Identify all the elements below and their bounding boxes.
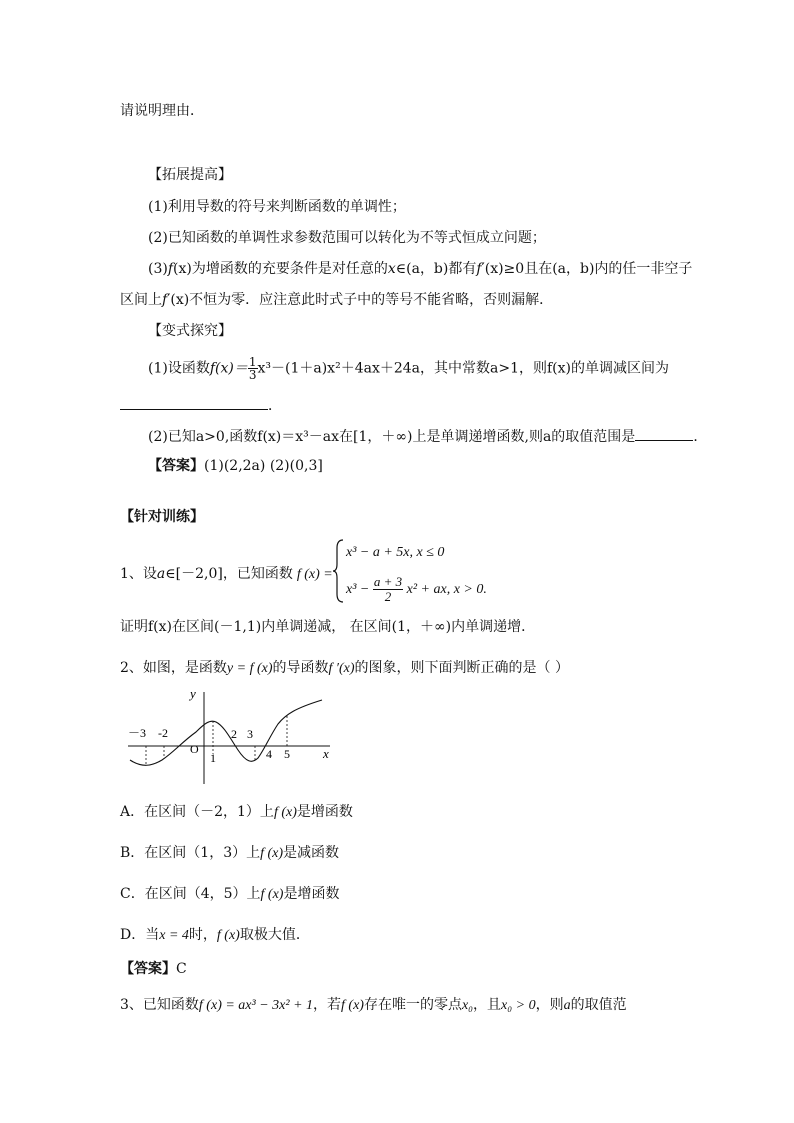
q3-f: f (x) <box>341 998 364 1013</box>
tick-label: 1 <box>210 751 216 765</box>
q2-mid: 的导函数 <box>272 660 329 676</box>
variant-1-dot: ． <box>268 398 282 414</box>
option-d[interactable] <box>120 925 310 946</box>
variant-item-1 <box>148 356 669 381</box>
q2-end: 的图象，则下面判断正确的是（ ） <box>354 660 569 676</box>
q1-range: ∈[－2,0]，已知函数 <box>165 566 293 582</box>
extend-3-mid3: ′(x)≥0且在(a，b)内的任一非空子 <box>481 261 693 277</box>
variant-heading: 【变式探究】 <box>148 323 232 339</box>
option-c[interactable] <box>120 884 339 905</box>
q1-case2-post: x² + ax, x > 0. <box>406 582 487 597</box>
extend-item-3-line2 <box>120 290 553 310</box>
q1-line2: 证明f(x)在区间(－1,1)内单调递减， 在区间(1，＋∞)内单调递增． <box>120 619 536 635</box>
option-a-end: 是增函数 <box>296 804 353 820</box>
q3-a: a <box>563 998 571 1013</box>
option-b-pre: B．在区间（1，3）上 <box>120 845 261 861</box>
fraction-denominator: 3 <box>248 368 257 382</box>
q3-mid: ，若 <box>313 997 342 1013</box>
origin-label: O <box>190 742 199 756</box>
q3-cond: x₀ > 0 <box>501 998 536 1013</box>
q3-x0: x₀ <box>461 998 474 1013</box>
q1-fx: f (x) = <box>296 567 333 582</box>
answer-value: (1)(2,2a) (2)(0,3] <box>204 458 323 474</box>
option-d-mid: 时， <box>188 927 217 943</box>
answer-value: C <box>176 961 187 977</box>
extend-3b-rest: ′(x)不恒为零．应注意此时式子中的等号不能省略，否则漏解． <box>167 292 554 308</box>
fraction-numerator: 1 <box>248 355 257 369</box>
extend-3-f2: f <box>476 261 482 277</box>
q3-line <box>120 995 627 1016</box>
q1-a: a <box>156 566 166 582</box>
option-b-end: 是减函数 <box>283 845 340 861</box>
option-c-end: 是增函数 <box>283 886 340 902</box>
tick-label: 2 <box>231 727 237 741</box>
answer-label: 【答案】 <box>120 961 176 977</box>
option-d-f: f (x) <box>216 928 240 943</box>
tick-label: -2 <box>158 726 168 740</box>
variant-1-rest: x³－(1＋a)x²＋4ax＋24a，其中常数 <box>257 360 491 377</box>
variant-2-text: (2)已知a>0,函数f(x)＝x³－ax在[1，＋∞)上是单调递增函数,则a的取值范围是 <box>148 429 636 445</box>
q3-prefix: 3、已知函数 <box>120 997 199 1013</box>
q1-prefix: 1、设 <box>120 566 157 582</box>
fraction-numerator: a + 3 <box>373 574 403 590</box>
extend-heading: 【拓展提高】 <box>148 167 232 183</box>
extend-item-3-line1 <box>148 259 692 279</box>
q2-y: y = f (x) <box>226 661 273 676</box>
variant-1-a: a>1，则 <box>490 360 547 377</box>
q3-end: 的取值范 <box>570 997 627 1013</box>
variant-1-fx: f(x)＝ <box>209 360 248 377</box>
q2-prefix: 2、如图，是函数 <box>120 660 227 676</box>
piecewise-brace <box>333 538 345 604</box>
tick-label: 4 <box>266 747 272 761</box>
option-c-pre: C．在区间（4，5）上 <box>120 886 261 902</box>
extend-item-2: (2)已知函数的单调性求参数范围可以转化为不等式恒成立问题； <box>148 230 546 246</box>
extend-3-mid1: (x)为增函数的充要条件是对任意的 <box>173 261 388 277</box>
answer-label: 【答案】 <box>148 458 204 474</box>
option-a-f: f (x) <box>273 805 297 820</box>
q1-case2 <box>346 574 487 606</box>
extend-item-1: (1)利用导数的符号来判断函数的单调性； <box>148 199 406 215</box>
tick-label: －3 <box>128 726 147 740</box>
extend-3-mid2: ∈(a，b)都有 <box>395 261 477 277</box>
option-b-f: f (x) <box>260 846 284 861</box>
x-axis-label: x <box>323 746 329 761</box>
y-axis-label: y <box>190 686 196 701</box>
request-line: 请说明理由． <box>120 103 204 119</box>
variant-item-2 <box>148 426 707 447</box>
extend-3-f: f <box>167 261 174 277</box>
variant-answer <box>148 456 323 476</box>
option-c-f: f (x) <box>260 887 284 902</box>
variant-1-blank-line <box>120 395 282 416</box>
training-heading: 【针对训练】 <box>120 509 204 525</box>
extend-3b-pre: 区间上 <box>120 292 162 308</box>
option-d-end: 取极大值． <box>239 927 310 943</box>
option-b[interactable] <box>120 843 339 864</box>
option-a[interactable] <box>120 802 353 823</box>
option-a-pre: A．在区间（－2，1）上 <box>120 804 274 820</box>
q1-case1: x³ − a + 5x, x ≤ 0 <box>346 545 445 560</box>
q3-fx: f (x) = ax³ − 3x² + 1 <box>198 998 314 1013</box>
answer-blank[interactable] <box>120 395 268 410</box>
extend-3-prefix: (3) <box>148 261 168 277</box>
q3-mid4: ，则 <box>535 997 564 1013</box>
q1-case2-pre: x³ − <box>346 582 370 597</box>
answer-blank[interactable] <box>635 426 693 441</box>
q1-line1 <box>120 564 333 585</box>
q2-fprime: f ′(x) <box>328 661 355 676</box>
variant-1-end: f(x)的单调减区间为 <box>547 360 670 377</box>
tick-label: 3 <box>247 727 253 741</box>
fraction-denominator: 2 <box>384 589 392 605</box>
option-d-x: x = 4 <box>159 928 189 943</box>
variant-1-fraction <box>248 356 258 381</box>
extend-3b-f: f <box>162 292 168 308</box>
variant-1-pre: (1)设函数 <box>148 360 210 377</box>
q2-line <box>120 658 569 679</box>
q3-mid2: 存在唯一的零点 <box>363 997 462 1013</box>
variant-2-dot: ． <box>693 429 708 445</box>
derivative-graph <box>120 686 340 786</box>
q2-answer <box>120 959 187 979</box>
extend-3-x: x <box>387 261 396 277</box>
option-d-pre: D．当 <box>120 927 160 943</box>
q1-case2-fraction <box>373 575 403 604</box>
tick-label: 5 <box>284 747 290 761</box>
q3-mid3: ，且 <box>473 997 502 1013</box>
